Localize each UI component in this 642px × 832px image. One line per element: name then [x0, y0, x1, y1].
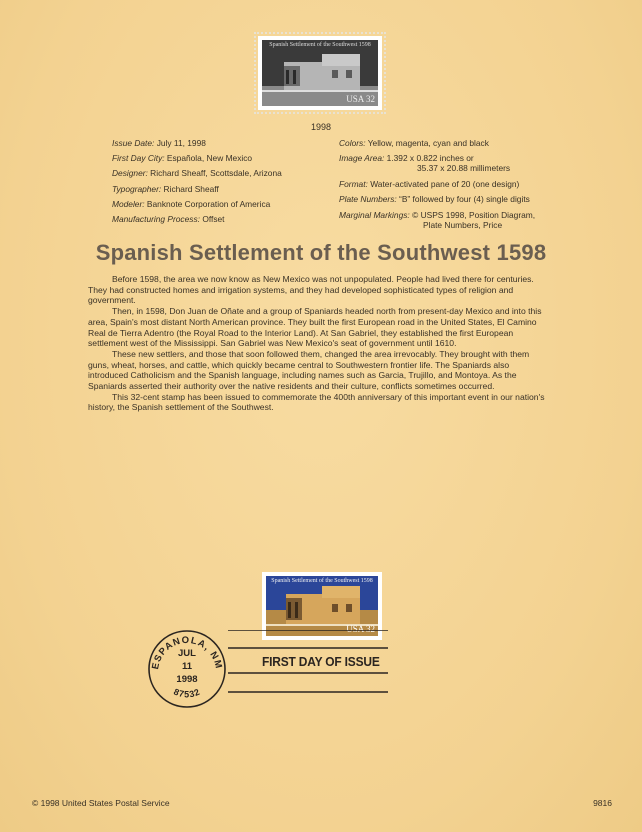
spec-image-area [339, 153, 535, 173]
spec-value: “B” followed by four (4) single digits [399, 194, 530, 205]
paragraph: These new settlers, and those that soon followed them, changed the area irrevocably. They brought with them guns, wheat, horses, and cattle, which quickly became central to Southwestern frontier life. The Spaniards also introduced Catholicism and the Spanish language, including names such as Garcia, Trujillo, and Montoya. As the Spaniards asserted their authority over the native residents and their culture, conflicts sometimes occurred. [88, 348, 530, 392]
svg-text:87532 [172, 687, 202, 700]
spec-value: Yellow, magenta, cyan and black [367, 138, 489, 148]
spec-marginal-markings [339, 210, 535, 230]
postmark-month: JUL [178, 648, 196, 659]
stamp-denomination: USA 32 [346, 94, 375, 104]
spec-value: Richard Sheaff [163, 183, 219, 194]
spec-value: 1.392 x 0.822 inches or [386, 153, 474, 164]
spec-value: Offset [202, 214, 225, 225]
spec-value: Española, New Mexico [166, 153, 253, 164]
body-text [88, 274, 550, 413]
spec-plate-numbers [339, 192, 535, 207]
spec-value: © USPS 1998, Position Diagram, [412, 209, 536, 220]
spec-label: Issue Date: [112, 138, 155, 148]
stamp-denomination: USA 32 [346, 624, 375, 634]
stamp-year: 1998 [310, 122, 332, 132]
paragraph: Then, in 1598, Don Juan de Oñate and a group of Spaniards headed north from present-day Mexico and into this area, Spain's most distant North American province. They built the first European road in the United States, El Camino Real de Tierra Adentro (the Royal Road to the Interior Land). At San Gabriel, they established the first European settlement west of the Mississippi. San Gabriel was New Mexico's seat of government until 1610. [88, 306, 542, 349]
footer-number: 9816 [593, 798, 612, 808]
postmark-city: ESPANOLA, NM [150, 634, 225, 671]
spec-label: Marginal Markings: [339, 209, 410, 220]
footer-copyright: © 1998 United States Postal Service [32, 798, 170, 808]
spec-value: Richard Sheaff, Scottsdale, Arizona [150, 168, 282, 179]
spec-value-cont: Plate Numbers, Price [423, 219, 503, 230]
page-title: Spanish Settlement of the Southwest 1598 [95, 240, 547, 265]
spec-label: First Day City: [112, 153, 165, 164]
specs-right [339, 136, 535, 234]
stamp-caption: Spanish Settlement of the Southwest 1598 [269, 42, 371, 48]
postmark-day: 11 [181, 661, 193, 672]
spec-designer [112, 166, 282, 181]
spec-value: Water-activated pane of 20 (one design) [370, 179, 520, 190]
stamp-image-top [258, 36, 382, 110]
spec-value: Banknote Corporation of America [146, 198, 271, 209]
spec-label: Designer: [112, 168, 148, 179]
first-day-of-issue: FIRST DAY OF ISSUE [262, 654, 380, 669]
spec-format [339, 177, 535, 192]
stamp-caption: Spanish Settlement of the Southwest 1598 [271, 578, 373, 584]
spec-label: Format: [339, 179, 368, 190]
spec-label: Manufacturing Process: [112, 214, 200, 225]
spec-manufacturing [112, 212, 282, 227]
spec-typographer [112, 182, 282, 197]
postmark-year: 1998 [176, 674, 198, 685]
spec-value-cont: 35.37 x 20.88 millimeters [417, 163, 511, 174]
spec-label: Colors: [339, 138, 366, 148]
paragraph: Before 1598, the area we now know as New Mexico was not unpopulated. People had lived there for centuries. They had constructed homes and irrigation systems, and they had developed sophisticated types of religion and government. [88, 274, 534, 306]
spec-colors [339, 136, 535, 151]
specs-left [112, 136, 282, 227]
spec-label: Modeler: [112, 198, 145, 209]
spec-label: Typographer: [112, 183, 162, 194]
spec-value: July 11, 1998 [156, 138, 206, 148]
spec-first-day-city [112, 151, 282, 166]
spec-issue-date [112, 136, 282, 151]
spec-label: Image Area: [339, 153, 385, 164]
paragraph: This 32-cent stamp has been issued to commemorate the 400th anniversary of this important event in our nation's history, the Spanish settlement of the Southwest. [88, 391, 545, 413]
spec-label: Plate Numbers: [339, 194, 397, 205]
postmark-zip: 87532 [172, 686, 202, 700]
spec-modeler [112, 197, 282, 212]
